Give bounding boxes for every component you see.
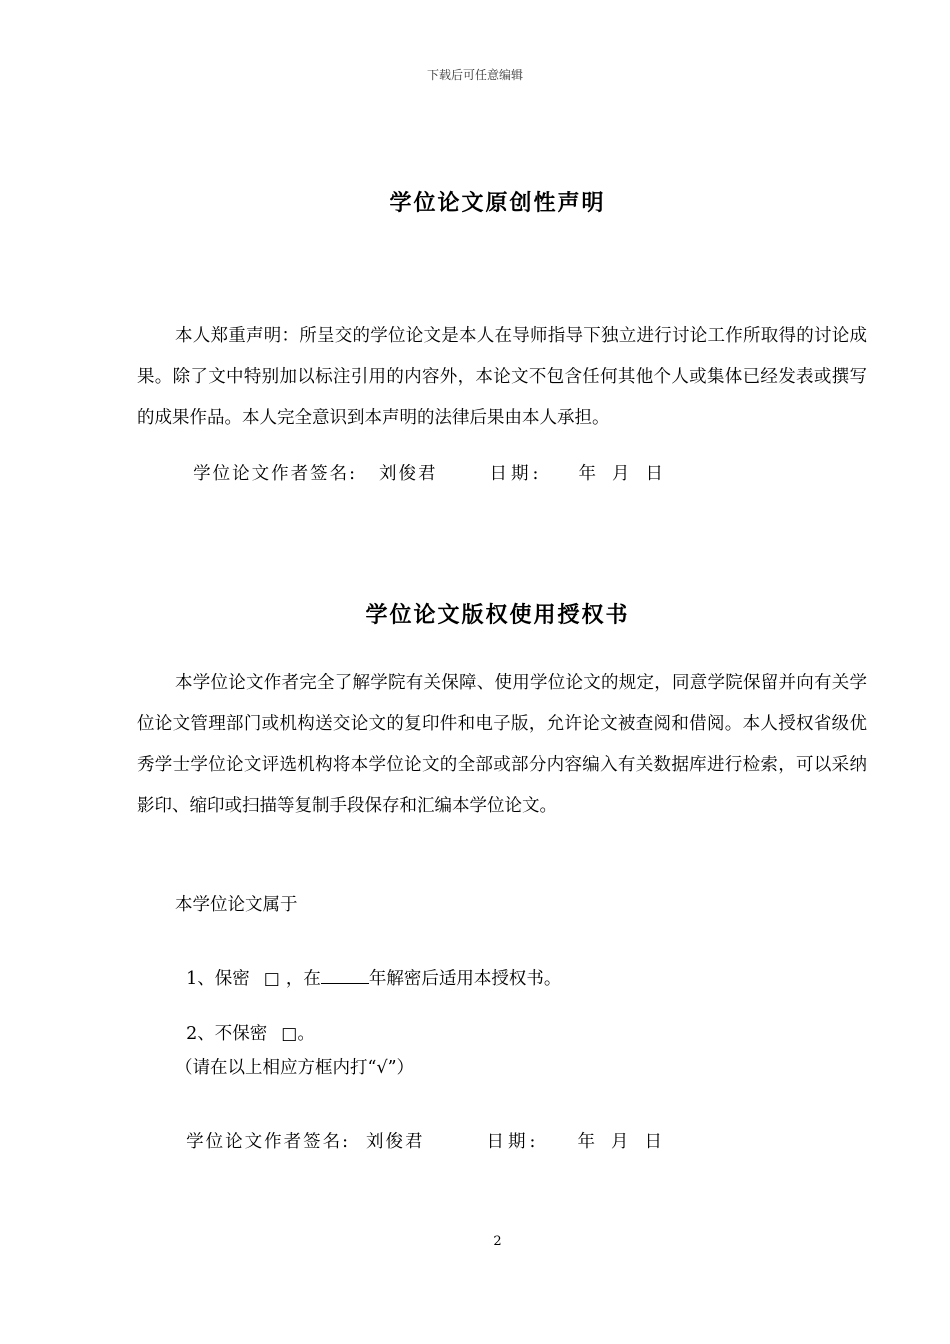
belongs-label: 本学位论文属于 [175,895,298,915]
authorization-paragraph: 本学位论文作者完全了解学院有关保障、使用学位论文的规定，同意学院保留并向有关学位论文管理部门或机构送交论文的复印件和电子版，允许论文被查阅和借阅。本人授权省级优秀学士学位论文评选机构将本学位论文的全部或部分内容编入有关数据库进行检索，可以采纳影印、缩印或扫描等复制手段保存和汇编本学位论文。 [137,673,867,816]
option2-label: 2、不保密 [186,1024,268,1044]
date-month: 月 [611,464,630,484]
option1-label: 1、保密 [186,969,250,989]
authorization-title: 学位论文版权使用授权书 [365,603,630,628]
date-year: 年 [578,464,596,484]
year-blank[interactable] [321,967,369,984]
originality-paragraph: 本人郑重声明：所呈交的学位论文是本人在导师指导下独立进行讨论工作所取得的讨论成果。除了文中特别加以标注引用的内容外，本论文不包含任何其他个人或集体已经发表或撰写的成果作品。本人完全意识到本声明的法律后果由本人承担。 [137,326,867,428]
originality-signature-line [182,440,663,485]
date-year: 年 [577,1132,595,1152]
signature-name: 刘俊君 [366,1132,425,1152]
not-confidential-checkbox[interactable]: □ [281,1024,298,1044]
date-day: 日 [645,464,663,484]
confidential-checkbox[interactable]: □ [263,969,280,989]
signature-label: 学位论文作者签名: [186,1132,351,1152]
originality-title: 学位论文原创性声明 [389,191,606,216]
option-not-confidential [175,1000,315,1045]
option1-middle: ，在 [285,969,321,989]
option2-suffix: 。 [297,1024,315,1044]
signature-label: 学位论文作者签名: [193,464,358,484]
page-number: 2 [493,1234,502,1249]
option1-suffix: 年解密后适用本授权书。 [368,969,562,989]
date-label: 日期: [489,464,543,484]
authorization-signature-line [175,1108,662,1153]
date-month: 月 [610,1132,629,1152]
date-day: 日 [644,1132,662,1152]
instruction-text: （请在以上相应方框内打“√”） [175,1058,415,1078]
option-confidential [175,945,561,990]
page-header: 下载后可任意编辑 [426,68,523,82]
date-label: 日期: [486,1132,540,1152]
signature-name: 刘俊君 [379,464,438,484]
